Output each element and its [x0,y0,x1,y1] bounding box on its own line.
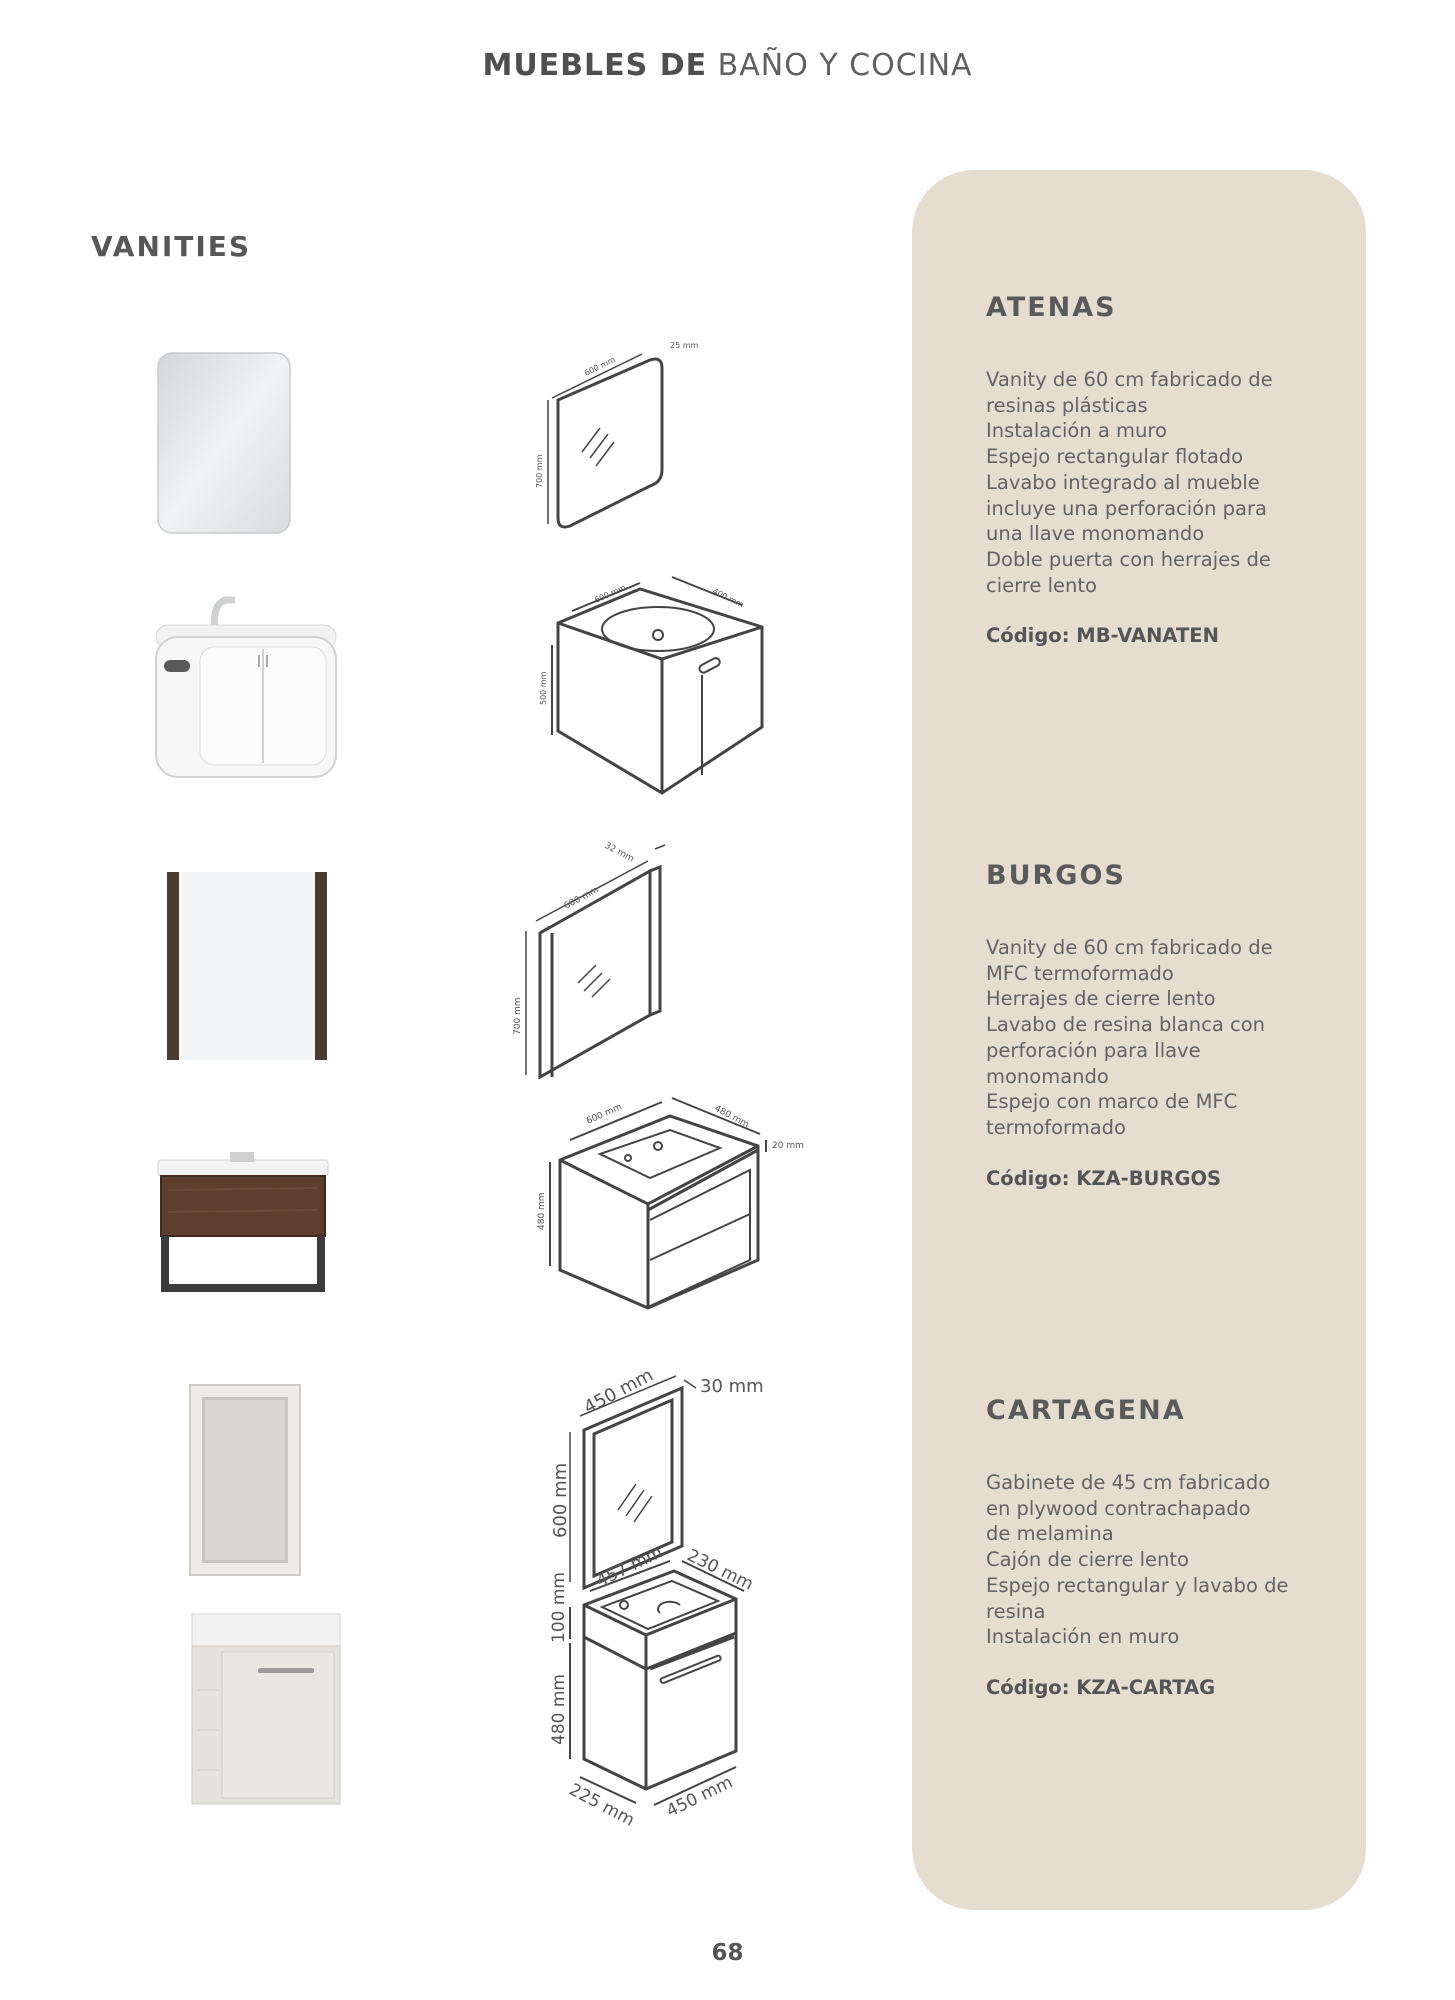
product-code: Código: MB-VANATEN [986,624,1219,648]
description-line: Vanity de 60 cm fabricado de [986,368,1273,391]
burgos-cabinet-drawing [530,1080,810,1330]
description-line: Gabinete de 45 cm fabricado [986,1471,1271,1494]
cartagena-mirror-photo [185,1380,305,1580]
burgos-mirror-photo [165,870,335,1065]
description-line: Vanity de 60 cm fabricado de [986,936,1273,959]
atenas-mirror-d: 25 mm [670,341,699,350]
burgos-mirror-w: 600 mm [562,885,601,912]
description-line: monomando [986,1064,1109,1088]
atenas-mirror-photo [150,345,300,535]
cartagena-sink-h: 100 mm [549,1572,569,1643]
description-line: MFC termoformado [986,961,1174,985]
burgos-mirror-d: 32 mm [602,840,636,865]
product-name: BURGOS [986,860,1126,891]
burgos-mirror-h: 700 mm [513,997,523,1035]
section-title: VANITIES [91,230,252,263]
product-atenas [986,292,1326,647]
description-line: Doble puerta con herrajes de [986,547,1271,571]
atenas-mirror-h: 700 mm [535,454,544,488]
description-line: una llave monomando [986,522,1205,546]
atenas-cabinet-drawing [530,555,770,805]
product-code: Código: KZA-CARTAG [986,1675,1216,1699]
product-cartagena [986,1395,1326,1699]
cartagena-mirror-d: 30 mm [700,1376,764,1397]
description-line: en plywood contrachapado [986,1496,1251,1520]
description-line: incluye una perforación para [986,496,1267,520]
description-line: Instalación a muro [986,419,1167,443]
description-line: Instalación en muro [986,1625,1180,1649]
description-line: Espejo con marco de MFC [986,1090,1238,1114]
cartagena-cabinet-drawing [540,1542,790,1831]
burgos-cab-d: 480 mm [712,1103,751,1131]
description-line: cierre lento [986,573,1097,597]
cartagena-mirror-w: 450 mm [580,1364,657,1419]
burgos-top-h: 20 mm [772,1141,804,1151]
cartagena-mirror-h: 600 mm [550,1462,571,1538]
burgos-cab-h: 480 mm [537,1192,547,1230]
description-line: Lavabo de resina blanca con [986,1013,1266,1037]
description-line: resinas plásticas [986,393,1148,417]
atenas-mirror-w: 600 mm [582,355,617,378]
description-line: Cajón de cierre lento [986,1548,1189,1572]
cartagena-cab-d: 225 mm [565,1779,638,1831]
product-code: Código: KZA-BURGOS [986,1166,1222,1190]
burgos-cab-w: 600 mm [585,1102,624,1127]
description-line: Lavabo integrado al mueble [986,470,1260,494]
header-light: BAÑO Y COCINA [717,48,973,83]
page-header [0,48,1455,83]
description-line: perforación para llave [986,1038,1201,1062]
burgos-cabinet-photo [158,1140,338,1305]
cartagena-cab-w: 450 mm [663,1772,736,1822]
description-line: de melamina [986,1522,1114,1546]
atenas-cab-h: 500 mm [539,671,548,705]
cartagena-sink-w: 457 mm [593,1542,666,1592]
atenas-cab-w: 600 mm [593,583,628,605]
atenas-cabinet-photo [150,585,350,790]
atenas-cab-d: 400 mm [711,586,746,610]
description-line: resina [986,1599,1046,1623]
product-name: CARTAGENA [986,1395,1186,1426]
product-description [986,935,1326,1141]
product-name: ATENAS [986,292,1117,323]
product-burgos [986,860,1326,1190]
description-line: Espejo rectangular y lavabo de [986,1573,1289,1597]
product-description [986,367,1326,598]
page-number: 68 [711,1940,744,1966]
cartagena-cab-h: 480 mm [549,1674,569,1745]
description-line: Espejo rectangular flotado [986,445,1244,469]
burgos-mirror-drawing [500,835,670,1085]
atenas-mirror-drawing [530,340,720,550]
description-line: Herrajes de cierre lento [986,987,1216,1011]
product-description [986,1470,1326,1650]
cartagena-sink-d: 230 mm [683,1545,757,1595]
description-line: termoformado [986,1115,1126,1139]
header-bold: MUEBLES DE [482,48,708,83]
cartagena-cabinet-photo [188,1610,348,1810]
